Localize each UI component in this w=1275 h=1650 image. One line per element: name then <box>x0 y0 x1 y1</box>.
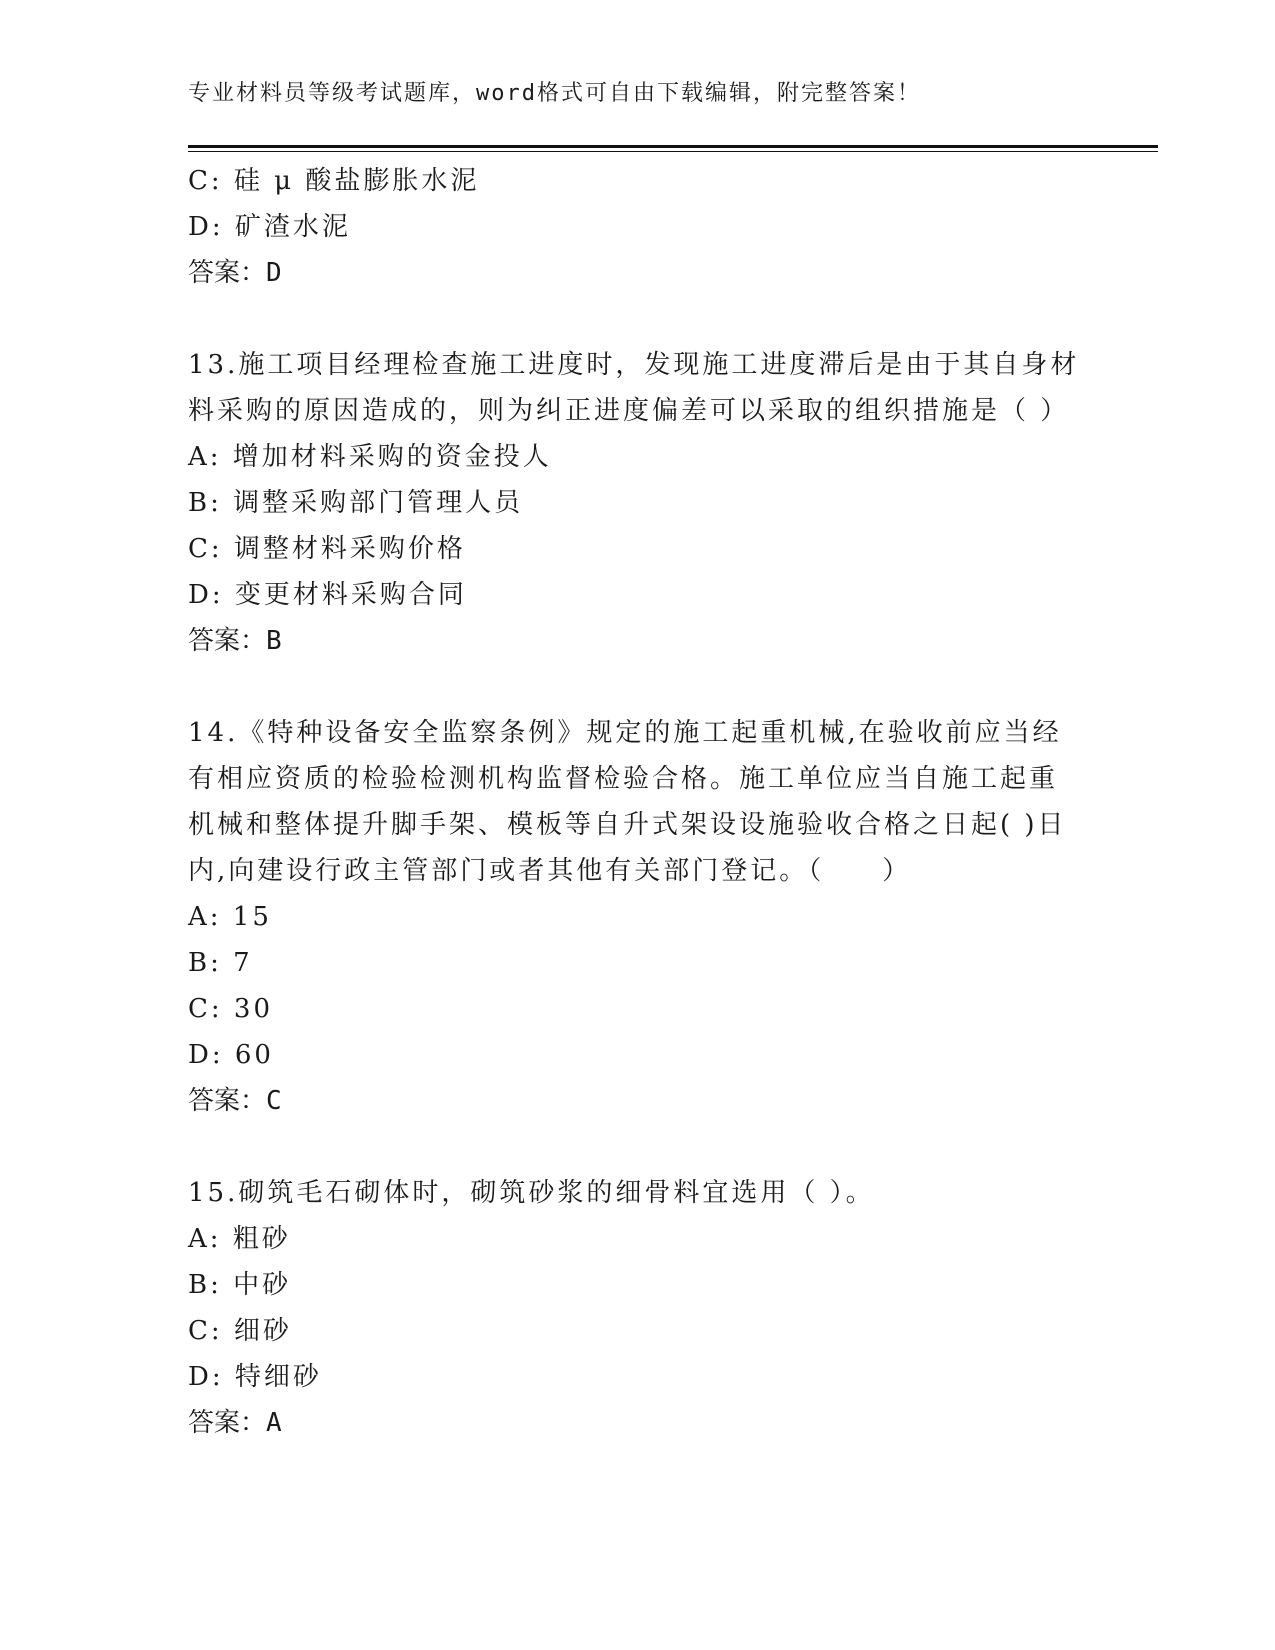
question-text-line: 料采购的原因造成的，则为纠正进度偏差可以采取的组织措施是（ ） <box>188 396 1070 426</box>
question-text-line: 内,向建设行政主管部门或者其他有关部门登记。（ ） <box>188 856 912 886</box>
option-b: B: 调整采购部门管理人员 <box>188 488 524 518</box>
question-text-line: 15.砌筑毛石砌体时，砌筑砂浆的细骨料宜选用（ ）。 <box>188 1178 875 1208</box>
answer-line: 答案：D <box>188 258 282 288</box>
option-c: C: 细砂 <box>188 1316 292 1346</box>
option-d: D: 特细砂 <box>188 1362 322 1392</box>
answer-line: 答案：C <box>188 1086 282 1116</box>
question-text-line: 13.施工项目经理检查施工进度时，发现施工进度滞后是由于其自身材 <box>188 350 1080 380</box>
option-b: B: 7 <box>188 948 253 978</box>
question-text-line: 14.《特种设备安全监察条例》规定的施工起重机械,在验收前应当经 <box>188 718 1062 748</box>
option-c: C: 调整材料采购价格 <box>188 534 466 564</box>
question-15 <box>188 1170 1088 1446</box>
answer-line: 答案：A <box>188 1408 282 1438</box>
question-14 <box>188 710 1088 1124</box>
page-header: 专业材料员等级考试题库，word格式可自由下载编辑，附完整答案！ <box>188 81 921 106</box>
option-a: A: 15 <box>188 902 272 932</box>
option-d: D: 变更材料采购合同 <box>188 580 467 610</box>
question-text-line: 有相应资质的检验检测机构监督检验合格。施工单位应当自施工起重 <box>188 764 1059 794</box>
option-d: D: 矿渣水泥 <box>188 212 351 242</box>
option-a: A: 粗砂 <box>188 1224 291 1254</box>
option-b: B: 中砂 <box>188 1270 292 1300</box>
option-c: C: 硅 μ 酸盐膨胀水泥 <box>188 166 480 196</box>
question-13 <box>188 342 1088 664</box>
document-body <box>188 158 1088 1446</box>
option-c: C: 30 <box>188 994 274 1024</box>
question-text-line: 机械和整体提升脚手架、模板等自升式架设设施验收合格之日起( )日 <box>188 810 1067 840</box>
option-d: D: 60 <box>188 1040 274 1070</box>
option-a: A: 增加材料采购的资金投人 <box>188 442 552 472</box>
header-rule-thick <box>188 145 1158 148</box>
header-rule-thin <box>188 151 1158 152</box>
answer-line: 答案：B <box>188 626 282 656</box>
prev-question <box>188 158 1088 296</box>
